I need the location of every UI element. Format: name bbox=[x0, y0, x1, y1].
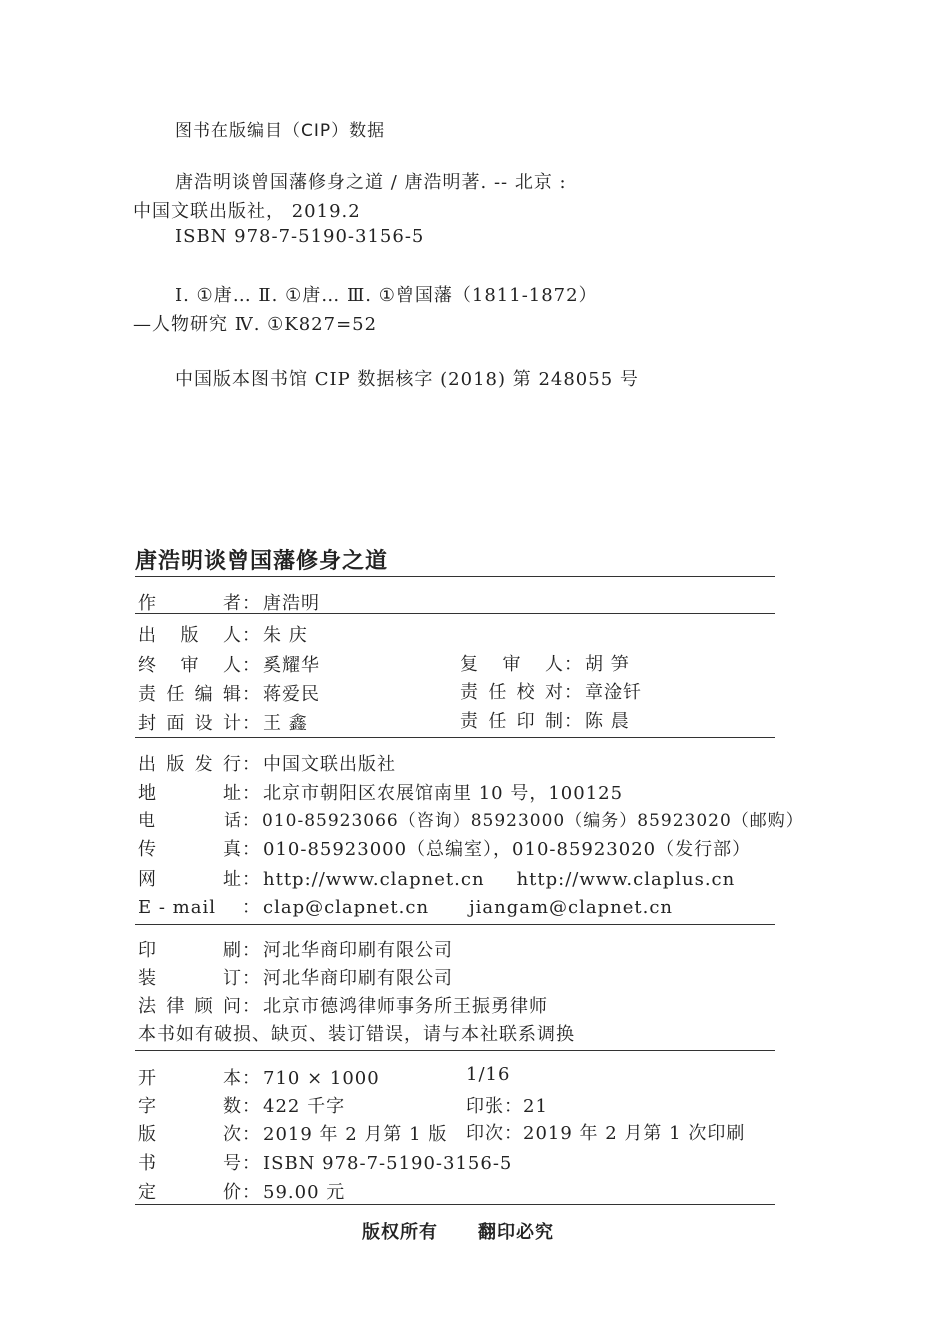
info-value: 中国文联出版社 bbox=[263, 754, 396, 775]
spec-format-extra: 1/16 bbox=[466, 1064, 511, 1085]
divider bbox=[135, 576, 775, 577]
info-label: 传真 bbox=[138, 839, 242, 860]
print-printer: 印刷： 河北华商印刷有限公司 bbox=[138, 936, 453, 962]
spec-extra-label: 印张： bbox=[466, 1096, 523, 1117]
spec-format: 开本： 710 × 1000 bbox=[138, 1064, 380, 1090]
spec-label: 书号 bbox=[138, 1153, 242, 1174]
spec-sheets bbox=[466, 1092, 548, 1118]
info-fax: 传真： 010-85923000（总编室），010-85923020（发行部） bbox=[138, 835, 751, 861]
print-value: 河北华商印刷有限公司 bbox=[263, 968, 453, 989]
divider bbox=[135, 1050, 775, 1051]
credit-label: 封面设计 bbox=[138, 713, 242, 734]
spec-words: 字数： 422 千字 bbox=[138, 1092, 345, 1118]
credit-label: 复审人 bbox=[460, 654, 564, 675]
info-address: 地址： 北京市朝阳区农展馆南里 10 号，100125 bbox=[138, 779, 623, 805]
cip-line-4: Ⅰ. ①唐… Ⅱ. ①唐… Ⅲ. ①曾国藩（1811-1872） bbox=[175, 285, 598, 306]
copyright-left: 版权所有 bbox=[362, 1222, 438, 1243]
spec-label: 开本 bbox=[138, 1068, 242, 1089]
credit-value: 胡 笋 bbox=[585, 654, 630, 675]
credit-value: 唐浩明 bbox=[263, 593, 320, 614]
credit-cover-design: 封面设计： 王 鑫 bbox=[138, 709, 308, 735]
cip-line-2: 中国文联出版社， 2019.2 bbox=[133, 201, 361, 222]
website-link-2[interactable]: http://www.claplus.cn bbox=[516, 869, 736, 890]
credit-value: 朱 庆 bbox=[263, 625, 308, 646]
email-link-1[interactable]: clap@clapnet.cn bbox=[263, 897, 430, 918]
info-label: 网址 bbox=[138, 869, 242, 890]
credit-label: 责任印制 bbox=[460, 711, 564, 732]
credit-label: 作者 bbox=[138, 593, 242, 614]
info-value: 010-85923000（总编室），010-85923020（发行部） bbox=[263, 839, 752, 860]
spec-label: 字数 bbox=[138, 1096, 242, 1117]
print-binding: 装订： 河北华商印刷有限公司 bbox=[138, 964, 453, 990]
print-label: 法律顾问 bbox=[138, 996, 242, 1017]
info-phone: 电话： 010-85923066（咨询）85923000（编务）85923020（邮购） bbox=[138, 806, 804, 831]
spec-edition: 版次： 2019 年 2 月第 1 版 bbox=[138, 1120, 447, 1146]
info-value: 北京市朝阳区农展馆南里 10 号，100125 bbox=[263, 783, 624, 804]
spec-value: ISBN 978-7-5190-3156-5 bbox=[263, 1153, 513, 1174]
credit-value: 章淦钎 bbox=[585, 682, 642, 703]
email-link-2[interactable]: jiangam@clapnet.cn bbox=[469, 897, 674, 918]
print-value: 河北华商印刷有限公司 bbox=[263, 940, 453, 961]
spec-value: 59.00 元 bbox=[263, 1182, 346, 1203]
cip-line-5: —人物研究 Ⅳ. ①K827=52 bbox=[133, 314, 378, 335]
spec-extra-label: 印次： bbox=[466, 1123, 523, 1144]
divider bbox=[135, 1204, 775, 1205]
credit-value: 陈 晨 bbox=[585, 711, 630, 732]
credit-label: 责任编辑 bbox=[138, 684, 242, 705]
credit-author: 作者： 唐浩明 bbox=[138, 589, 320, 615]
spec-value: 422 千字 bbox=[263, 1096, 346, 1117]
credit-print-manager: 责任印制： 陈 晨 bbox=[460, 707, 630, 733]
info-label: 电话 bbox=[138, 811, 242, 831]
credit-proofreader: 责任校对： 章淦钎 bbox=[460, 678, 642, 704]
credit-label: 责任校对 bbox=[460, 682, 564, 703]
spec-label: 版次 bbox=[138, 1124, 242, 1145]
credit-value: 蒋爱民 bbox=[263, 684, 320, 705]
credit-value: 奚耀华 bbox=[263, 655, 320, 676]
credit-re-reviewer: 复审人： 胡 笋 bbox=[460, 650, 630, 676]
spec-extra-value: 21 bbox=[523, 1096, 548, 1117]
divider bbox=[135, 737, 775, 738]
spec-value: 710 × 1000 bbox=[263, 1068, 380, 1089]
print-notice: 本书如有破损、缺页、装订错误，请与本社联系调换 bbox=[138, 1024, 575, 1045]
print-legal: 法律顾问： 北京市德鸿律师事务所王振勇律师 bbox=[138, 992, 548, 1018]
spec-value: 2019 年 2 月第 1 版 bbox=[263, 1124, 448, 1145]
info-email: E - mail ： clap@clapnet.cn jiangam@clapnet.cn bbox=[138, 897, 674, 918]
cip-line-1: 唐浩明谈曾国藩修身之道 / 唐浩明著. -- 北京 : bbox=[175, 172, 567, 193]
info-label: E - mail bbox=[138, 897, 216, 918]
copyright-right: 翻印必究 bbox=[478, 1222, 554, 1243]
print-label: 印刷 bbox=[138, 940, 242, 961]
website-link-1[interactable]: http://www.clapnet.cn bbox=[263, 869, 485, 890]
spec-label: 定价 bbox=[138, 1182, 242, 1203]
credit-value: 王 鑫 bbox=[263, 713, 308, 734]
credit-final-reviewer: 终审人： 奚耀华 bbox=[138, 651, 320, 677]
spec-extra-value: 2019 年 2 月第 1 次印刷 bbox=[523, 1123, 746, 1144]
info-value: 010-85923066（咨询）85923000（编务）85923020（邮购） bbox=[262, 811, 804, 831]
cip-line-6: 中国版本图书馆 CIP 数据核字 (2018) 第 248055 号 bbox=[175, 369, 639, 390]
info-website: 网址： http://www.clapnet.cn http://www.claplus.cn bbox=[138, 865, 735, 891]
print-value: 北京市德鸿律师事务所王振勇律师 bbox=[263, 996, 548, 1017]
credit-label: 出版人 bbox=[138, 625, 242, 646]
divider bbox=[135, 613, 775, 614]
print-label: 装订 bbox=[138, 968, 242, 989]
cip-line-3: ISBN 978-7-5190-3156-5 bbox=[175, 226, 425, 247]
cip-heading: 图书在版编目（CIP）数据 bbox=[175, 121, 386, 141]
divider bbox=[135, 924, 775, 925]
info-label: 地址 bbox=[138, 783, 242, 804]
spec-printing bbox=[466, 1119, 745, 1145]
credit-editor: 责任编辑： 蒋爱民 bbox=[138, 680, 320, 706]
credit-label: 终审人 bbox=[138, 655, 242, 676]
spec-price: 定价： 59.00 元 bbox=[138, 1178, 345, 1204]
info-label: 出版发行 bbox=[138, 754, 242, 775]
copyright-notice bbox=[362, 1218, 554, 1244]
info-distribution: 出版发行： 中国文联出版社 bbox=[138, 750, 396, 776]
spec-isbn: 书号： ISBN 978-7-5190-3156-5 bbox=[138, 1149, 512, 1175]
book-title: 唐浩明谈曾国藩修身之道 bbox=[135, 549, 389, 574]
credit-publisher-person: 出版人： 朱 庆 bbox=[138, 621, 308, 647]
